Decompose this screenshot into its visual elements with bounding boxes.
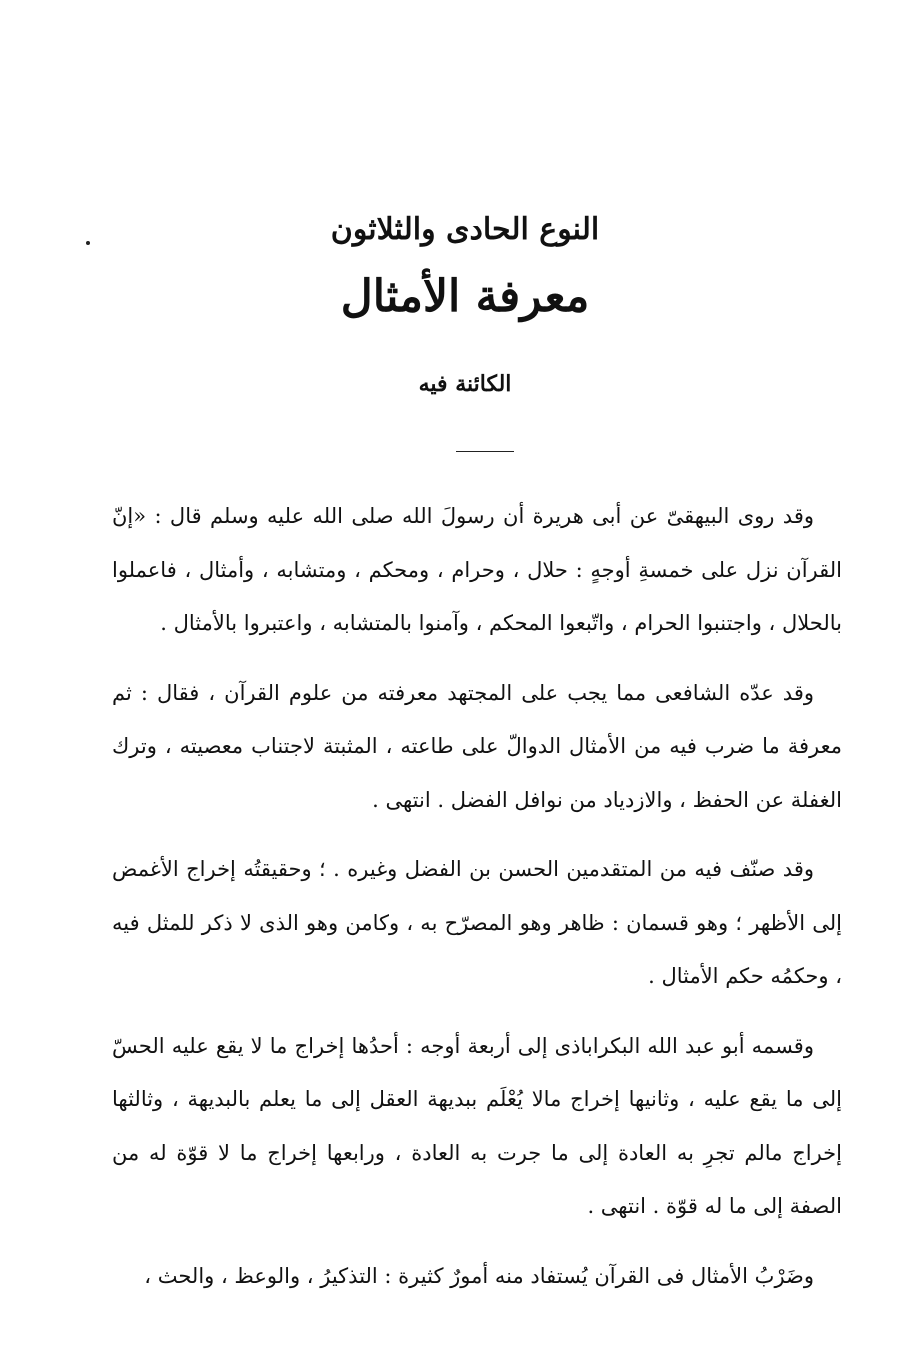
- paragraph-4: وقسمه أبو عبد الله البكراباذى إلى أربعة أوجه : أحدُها إخراج ما لا يقع عليه الحسّ إلى ما يقع عليه ، وثانيها إخراج مالا يُعْلَم ببديهة العقل إلى ما يعلم بالبديهة ، وثالثها إخراج مالم تجرِ به العادة إلى ما جرت به العادة ، ورابعها إخراج ما لا قوّة له من الصفة إلى ما له قوّة . انتهى .: [112, 1033, 842, 1218]
- chapter-title: معرفة الأمثال: [340, 271, 590, 322]
- paragraph-3: وقد صنّف فيه من المتقدمين الحسن بن الفضل وغيره . ؛ وحقيقتُه إخراج الأغمض إلى الأظهر ؛ وهو قسمان : ظاهر وهو المصرّح به ، وكامن وهو الذى لا ذكر للمثل فيه ، وحكمُه حكم الأمثال .: [112, 857, 842, 988]
- chapter-subtitle: الكائنة فيه: [418, 371, 512, 397]
- chapter-number-heading: النوع الحادى والثلاثون: [330, 212, 600, 247]
- paragraph-2: وقد عدّه الشافعى مما يجب على المجتهد معرفته من علوم القرآن ، فقال : ثم معرفة ما ضرب فيه من الأمثال الدوالّ على طاعته ، المثبتة لاجتناب معصيته ، وترك الغفلة عن الحفظ ، والازدياد من نوافل الفضل . انتهى .: [112, 680, 842, 812]
- paragraph-5: وضَرْبُ الأمثال فى القرآن يُستفاد منه أمورٌ كثيرة : التذكيرُ ، والوعظ ، والحث ،: [144, 1263, 814, 1288]
- stray-ink-dot: [86, 241, 90, 245]
- separator-rule: [456, 451, 514, 452]
- paragraph-1: وقد روى البيهقىّ عن أبى هريرة أن رسولَ الله صلى الله عليه وسلم قال : «إنّ القرآن نزل على خمسةِ أوجهٍ : حلال ، وحرام ، ومحكم ، ومتشابه ، وأمثال ، فاعملوا بالحلال ، واجتنبوا الحرام ، واتّبعوا المحكم ، وآمنوا بالمتشابه ، واعتبروا بالأمثال .: [112, 504, 842, 635]
- body-text: [112, 490, 842, 1319]
